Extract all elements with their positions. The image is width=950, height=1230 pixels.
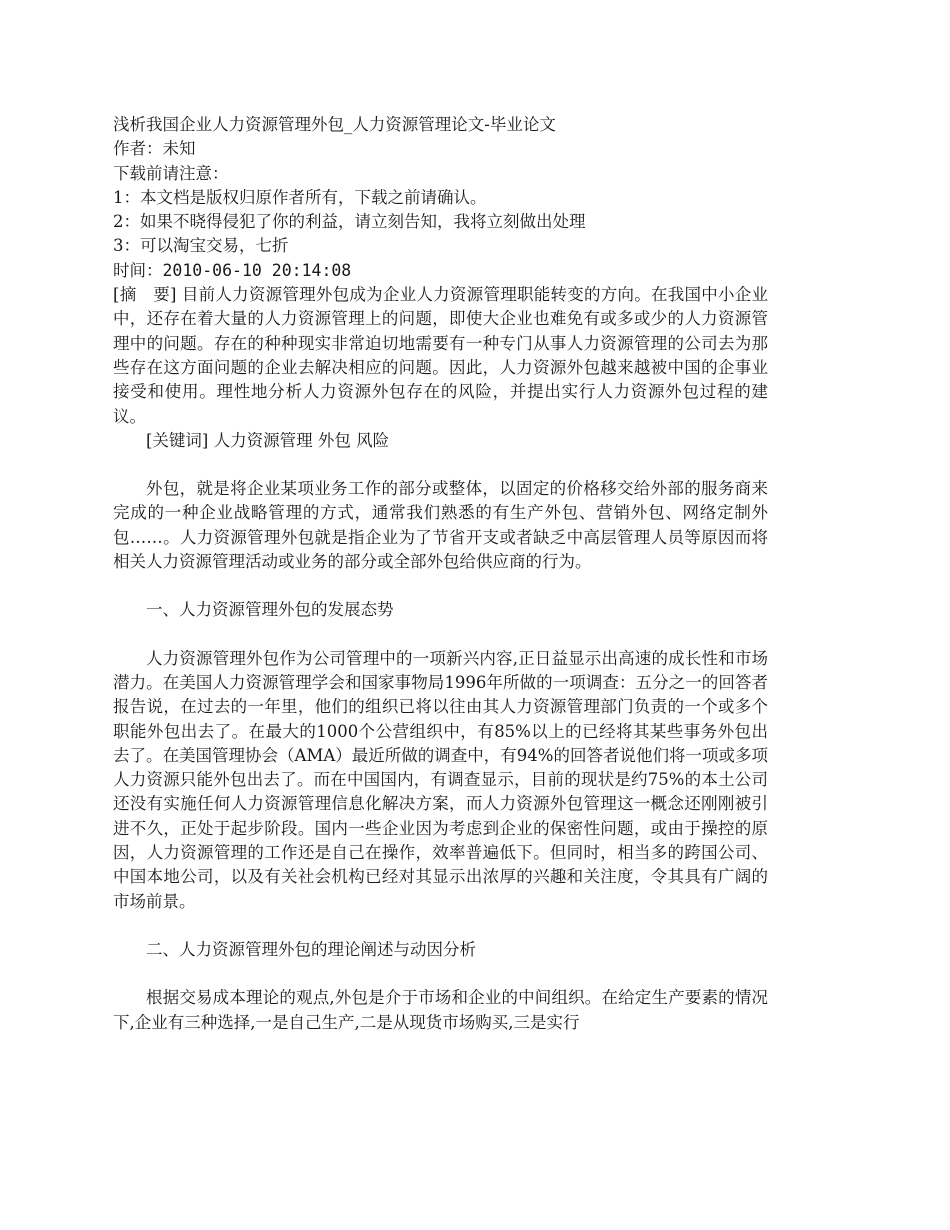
- body-paragraph-1: 外包，就是将企业某项业务工作的部分或整体，以固定的价格移交给外部的服务商来完成的一种企业战略管理的方式，通常我们熟悉的有生产外包、营销外包、网络定制外包……。人力资源管理外包就是指企业为了节省开支或者缺乏中高层管理人员等原因而将相关人力资源管理活动或业务的部分或全部外包给供应商的行为。: [113, 479, 768, 572]
- timestamp-line: 时间：2010-06-10 20:14:08: [113, 260, 352, 280]
- notice-item-1: 1：本文档是版权归原作者所有，下载之前请确认。: [113, 187, 487, 207]
- document-page: [113, 113, 768, 1035]
- body-paragraph-2: 人力资源管理外包作为公司管理中的一项新兴内容,正日益显示出高速的成长性和市场潜力。在美国人力资源管理学会和国家事物局1996年所做的一项调查：五分之一的回答者报告说，在过去的一年里，他们的组织已将以往由其人力资源管理部门负责的一个或多个职能外包出去了。在最大的1000个公营组织中，有85%以上的已经将其某些事务外包出去了。在美国管理协会（AMA）最近所做的调查中，有94%的回答者说他们将一项或多项人力资源只能外包出去了。而在中国国内，有调查显示，目前的现状是约75%的本土公司还没有实施任何人力资源管理信息化解决方案，而人力资源外包管理这一概念还刚刚被引进不久，正处于起步阶段。国内一些企业因为考虑到企业的保密性问题，或由于操控的原因，人力资源管理的工作还是自己在操作，效率普遍低下。但同时，相当多的跨国公司、中国本地公司，以及有关社会机构已经对其显示出浓厚的兴趣和关注度，令其具有广阔的市场前景。: [113, 648, 768, 911]
- section-heading-2: 二、人力资源管理外包的理论阐述与动因分析: [146, 939, 476, 959]
- notice-item-2: 2：如果不晓得侵犯了你的利益，请立刻告知，我将立刻做出处理: [113, 212, 586, 232]
- body-paragraph-3: 根据交易成本理论的观点,外包是介于市场和企业的中间组织。在给定生产要素的情况下,企业有三种选择,一是自己生产,二是从现货市场购买,三是实行: [113, 988, 768, 1032]
- keywords-line: [关键词] 人力资源管理 外包 风险: [146, 430, 390, 450]
- spacer: [113, 623, 768, 647]
- notice-item-3: 3：可以淘宝交易，七折: [113, 236, 289, 256]
- spacer: [113, 574, 768, 598]
- section-heading-1: 一、人力资源管理外包的发展态势: [146, 600, 394, 620]
- spacer: [113, 453, 768, 477]
- spacer: [113, 914, 768, 938]
- author-line: 作者：未知: [113, 139, 196, 159]
- notice-heading: 下载前请注意：: [113, 163, 229, 183]
- spacer: [113, 962, 768, 986]
- document-title: 浅析我国企业人力资源管理外包_人力资源管理论文-毕业论文: [113, 115, 556, 134]
- abstract-paragraph: [摘 要] 目前人力资源管理外包成为企业人力资源管理职能转变的方向。在我国中小企业中，还存在着大量的人力资源管理上的问题，即使大企业也难免有或多或少的人力资源管理中的问题。存在的种种现实非常迫切地需要有一种专门从事人力资源管理的公司去为那些存在这方面问题的企业去解决相应的问题。因此，人力资源外包越来越被中国的企事业接受和使用。理性地分析人力资源外包存在的风险，并提出实行人力资源外包过程的建议。: [113, 285, 768, 426]
